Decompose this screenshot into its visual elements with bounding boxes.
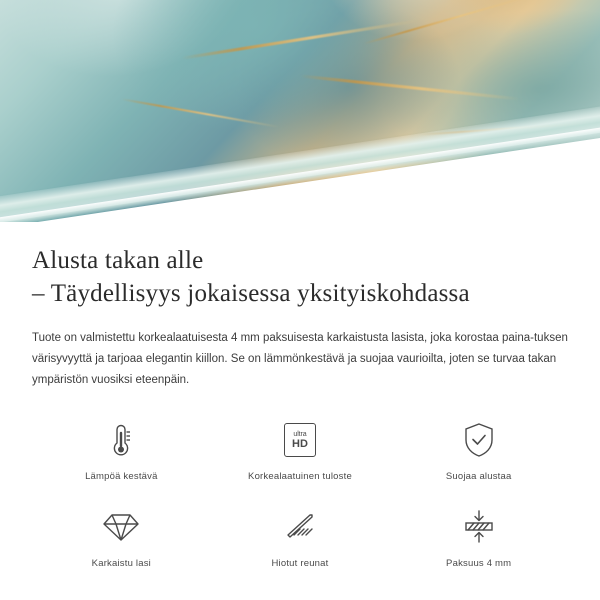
feature-label: Suojaa alustaa [445,471,512,482]
feature-heat-resistant [32,417,211,482]
feature-label: Paksuus 4 mm [446,558,512,569]
feature-label: Hiotut reunat [271,558,329,569]
diamond-icon [101,504,141,550]
feature-print-quality [211,417,390,482]
feature-label: Karkaistu lasi [91,558,151,569]
feature-label: Korkealaatuinen tuloste [248,471,352,482]
feature-surface-protection [389,417,568,482]
shield-check-icon [462,417,496,463]
feature-thickness [389,504,568,569]
content-area [0,244,600,569]
feature-tempered-glass [32,504,211,569]
ultra-hd-icon [284,417,316,463]
thickness-icon [461,504,497,550]
headline-line-1: Alusta takan alle [32,247,204,274]
headline-line-2: – Täydellisyys jokaisessa yksityiskohdassa [32,280,470,307]
body-paragraph: Tuote on valmistettu korkealaatuisesta 4 mm paksuisesta karkaistusta lasista, joka korostaa paina-tuksen värisyvyyttä ja tarjoaa elegantin kiillon. Se on lämmönkestävä ja suojaa vaurioilta, joten se turvaa takan ympäristön vuosiksi eteenpäin. [32,332,568,386]
feature-grid [32,417,568,569]
thermometer-icon [105,417,137,463]
feature-label: Lämpöä kestävä [85,471,158,482]
page-title [32,244,568,310]
ultra-hd-badge-top: ultra [293,430,307,438]
polished-edges-icon [282,504,318,550]
hero-image [0,0,600,222]
feature-polished-edges [211,504,390,569]
ultra-hd-badge-bottom: HD [292,437,308,450]
